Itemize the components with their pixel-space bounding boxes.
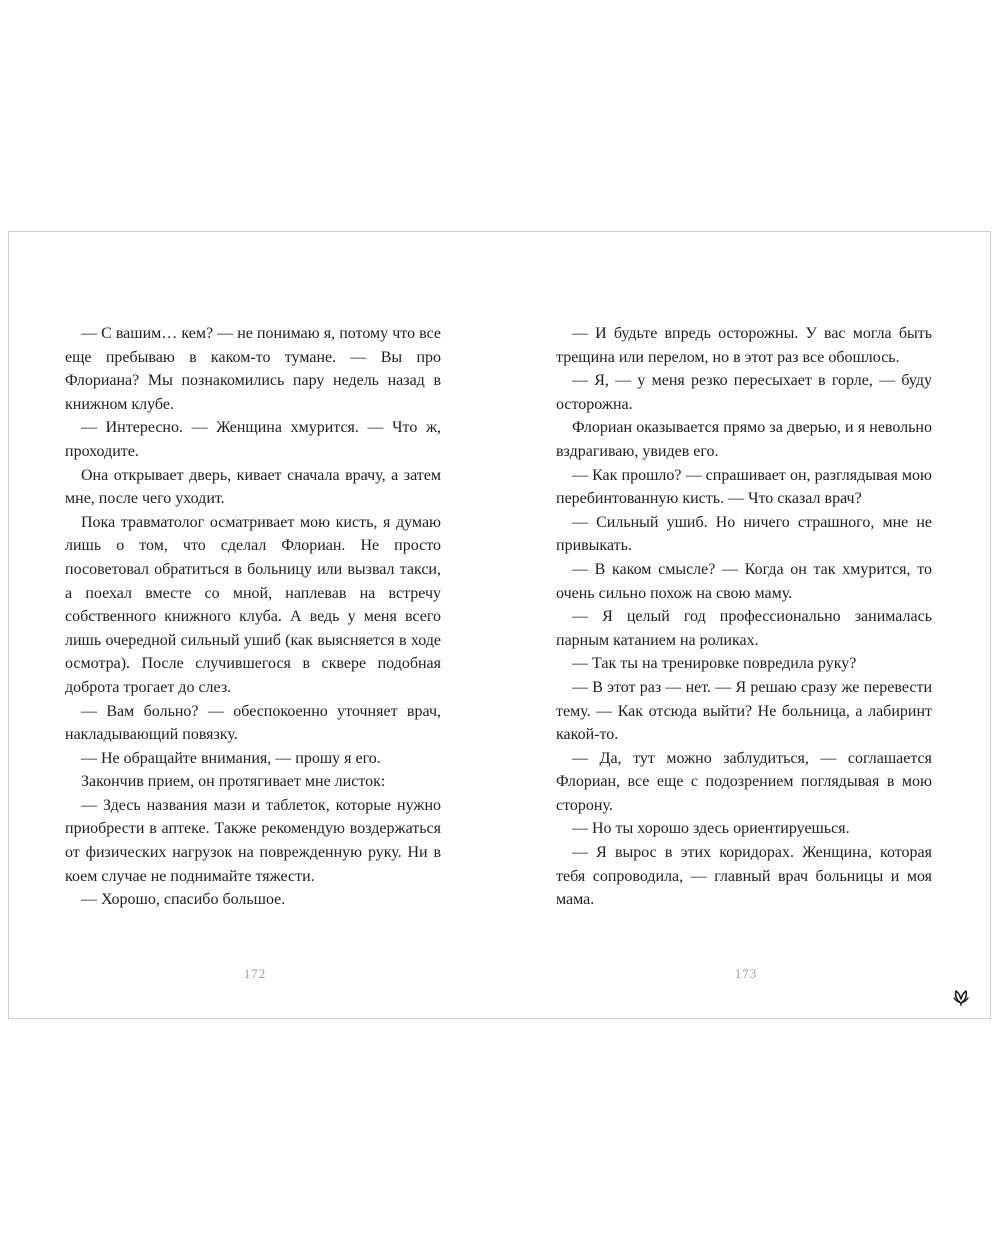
right-paragraph-5: — Сильный ушиб. Но ничего страшного, мне не привыкать.	[556, 513, 932, 555]
right-paragraph-8: — Так ты на тренировке повредила руку?	[572, 655, 857, 673]
right-paragraph-6: — В каком смысле? — Когда он так хмурится, то очень сильно похож на свою маму.	[556, 560, 932, 602]
left-paragraph-9: — Хорошо, спасибо большое.	[81, 891, 286, 909]
right-page-number: 173	[734, 966, 758, 981]
right-paragraph-7: — Я целый год профессионально занималась парным катанием на роликах.	[556, 608, 932, 649]
left-paragraph-7: Закончив прием, он протягивает мне листок:	[81, 773, 386, 791]
left-page-text	[65, 322, 441, 912]
right-paragraph-3: Флориан оказывается прямо за дверью, и я невольно вздрагиваю, увидев его.	[556, 419, 932, 460]
left-paragraph-6: — Не обращайте внимания, — прошу я его.	[81, 749, 381, 767]
book-spread	[8, 231, 991, 1019]
right-paragraph-9: — В этот раз — нет. — Я решаю сразу же перевести тему. — Как отсюда выйти? Не больница, а лабиринт какой-то.	[556, 678, 932, 744]
right-page-text	[556, 322, 932, 912]
left-page-number: 172	[243, 966, 267, 981]
left-paragraph-3: Она открывает дверь, кивает сначала врачу, а затем мне, после чего уходит.	[65, 466, 441, 508]
right-paragraph-1: — И будьте впредь осторожны. У вас могла быть трещина или перелом, но в этот раз все обошлось.	[556, 325, 932, 366]
left-paragraph-8: — Здесь названия мази и таблеток, которые нужно приобрести в аптеке. Также рекомендую воздержаться от физических нагрузок на поврежденную руку. Ни в коем случае не поднимайте тяжести.	[65, 796, 441, 885]
right-paragraph-10: — Да, тут можно заблудиться, — соглашается Флориан, все еще с подозрением поглядывая в мою сторону.	[556, 749, 932, 814]
right-paragraph-11: — Но ты хорошо здесь ориентируешься.	[572, 820, 850, 838]
right-paragraph-2: — Я, — у меня резко пересыхает в горле, — буду осторожна.	[556, 372, 932, 413]
left-paragraph-4: Пока травматолог осматривает мою кисть, я думаю лишь о том, что сделал Флориан. Не просто посоветовал обратиться в больницу или вызвал такси, а поехал вместе со мной, наплевав на встречу собственного книжного клуба. А ведь у меня всего лишь очередной сильный ушиб (как выясняется в ходе осмотра). После случившегося в сквере подобная доброта трогает до слез.	[65, 513, 441, 696]
left-paragraph-2: — Интересно. — Женщина хмурится. — Что ж, проходите.	[65, 419, 441, 460]
right-paragraph-4: — Как прошло? — спрашивает он, разглядывая мою перебинтованную кисть. — Что сказал врач?	[556, 466, 932, 508]
left-paragraph-5: — Вам больно? — обеспокоенно уточняет врач, накладывающий повязку.	[65, 702, 441, 744]
leaf-icon	[951, 986, 971, 1006]
right-paragraph-12: — Я вырос в этих коридорах. Женщина, которая тебя сопроводила, — главный врач больницы и моя мама.	[556, 844, 932, 909]
left-paragraph-1: — С вашим… кем? — не понимаю я, потому что все еще пребываю в каком-то тумане. — Вы про Флориана? Мы познакомились пару недель назад в книжном клубе.	[65, 325, 441, 413]
